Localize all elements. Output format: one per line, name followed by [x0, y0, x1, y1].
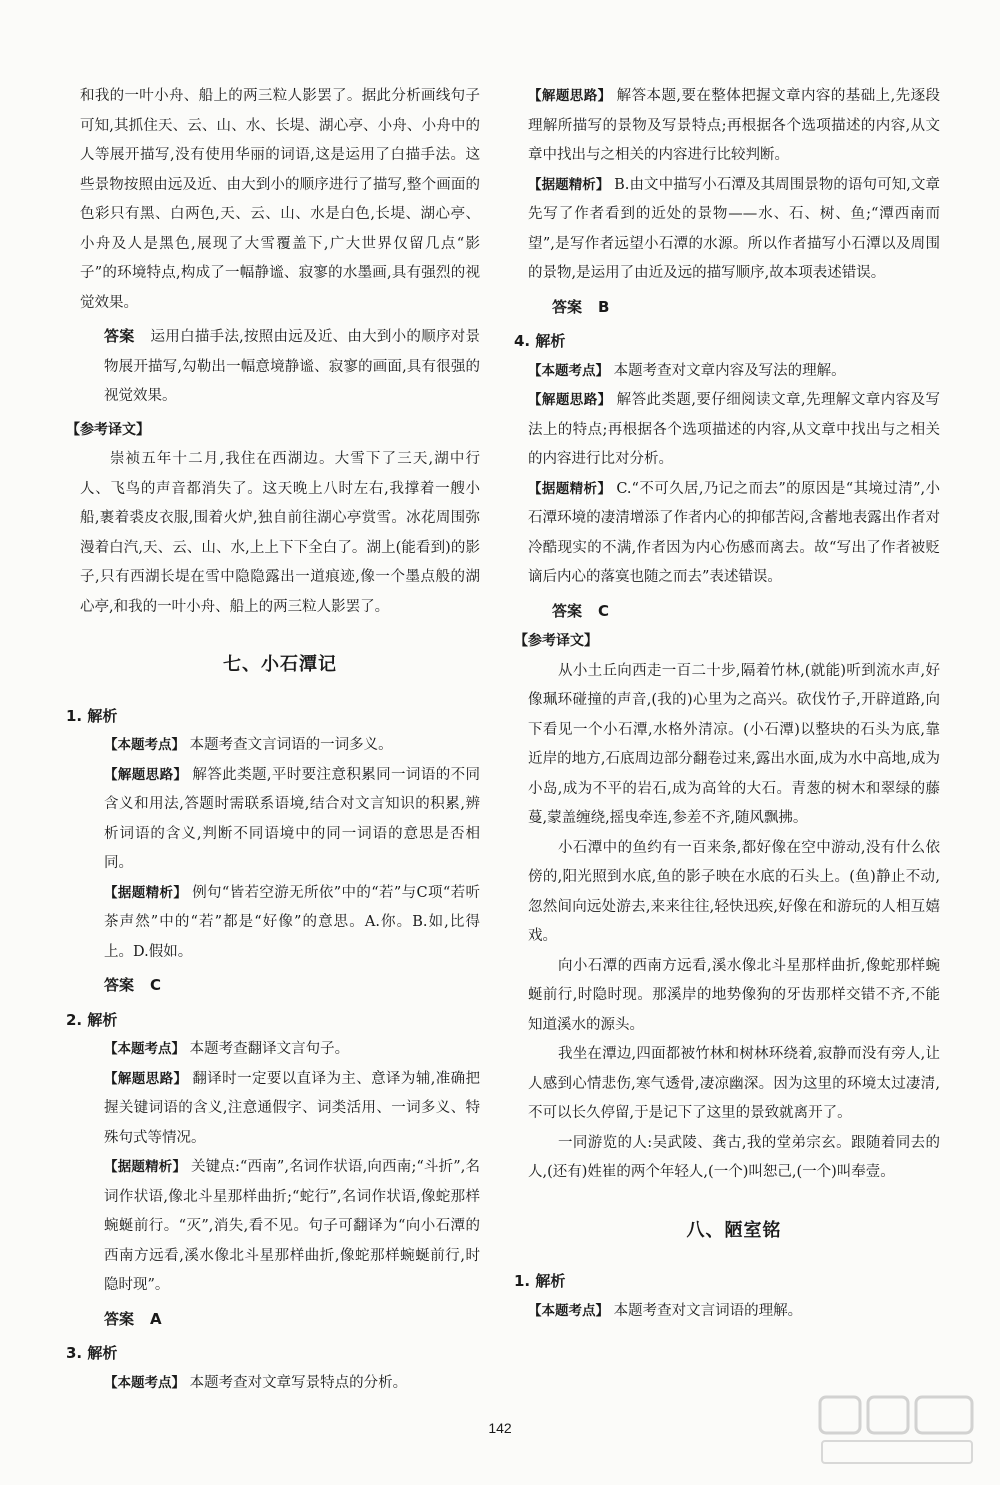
answer-block	[80, 322, 480, 412]
answer-value: C	[150, 976, 162, 994]
section-title-8: 八、陋室铭	[686, 1219, 782, 1241]
silu-text: 翻译时一定要以直译为主、意译为辅,准确把握关键词语的含义,注意通假字、词类活用、一词多义、特殊句式等情况。	[104, 1070, 481, 1146]
q3-kaodian	[80, 1369, 480, 1399]
answer-text: 运用白描手法,按照由远及近、由大到小的顺序对景物展开描写,勾勒出一幅意境静谧、寂寥的画面,具有很强的视觉效果。	[104, 329, 480, 404]
q2-silu	[80, 1065, 480, 1154]
kaodian-tag: 【本题考点】	[528, 362, 609, 379]
answer-value: C	[598, 601, 610, 620]
q1-answer	[80, 971, 480, 1002]
q3-answer	[528, 293, 940, 324]
answer-label: 答案	[552, 297, 583, 316]
jingxi-tag: 【据题精析】	[528, 480, 612, 497]
section-title-7: 七、小石潭记	[223, 654, 337, 675]
q3-silu	[528, 82, 940, 171]
q2-answer	[80, 1305, 480, 1336]
q3-head: 3. 解析	[66, 1344, 118, 1362]
kaodian-tag: 【本题考点】	[104, 1041, 185, 1057]
q2-jingxi	[80, 1153, 480, 1301]
jingxi-text: C.“不可久居,乃记之而去”的原因是“其境过清”,小石潭环境的凄清增添了作者内心的抑郁苦闷,含蓄地表露出作者对冷酷现实的不满,作者因为内心伤感而离去。故“写出了作者被贬谪后内心的落寞也随之而去”表述错误。	[528, 480, 940, 585]
q2-head: 2. 解析	[66, 1010, 118, 1029]
silu-tag: 【解题思路】	[528, 392, 612, 408]
answer-label: 答案	[552, 601, 583, 620]
ref-translation-label: 【参考译文】	[66, 421, 150, 438]
ref-paragraph-1: 从小土丘向西走一百二十步,隔着竹林,(就能)听到流水声,好像珮环碰撞的声音,(我的)心里为之高兴。砍伐竹子,开辟道路,向下看见一个小石潭,水格外清凉。(小石潭)以整块的石头为底,靠近岸的地方,石底周边部分翻卷过来,露出水面,成为水中高地,成为小岛,成为不平的岩石,成为高耸的大石。青葱的树木和翠绿的藤蔓,蒙盖缠绕,摇曳牵连,参差不齐,随风飘拂。	[528, 662, 940, 826]
kaodian-text: 本题考查对文章内容及写法的理解。	[613, 362, 846, 379]
silu-text: 解答此类题,平时要注意积累同一词语的不同含义和用法,答题时需联系语境,结合对文言知识的积累,辨析词语的含义,判断不同语境中的同一词语的意思是否相同。	[104, 766, 481, 871]
watermark-logo	[818, 1393, 978, 1469]
left-column	[66, 82, 481, 1398]
q1-jingxi	[80, 879, 480, 968]
q3-jingxi	[528, 171, 940, 289]
q1-silu	[80, 761, 480, 879]
jingxi-text: 关键点:“西南”,名词作状语,向西南;“斗折”,名词作状语,像北斗星那样曲折;“蛇行”,名词作状语,像蛇那样蜿蜒前行。“灭”,消失,看不见。句子可翻译为“向小石潭的西南方远看,溪水像北斗星那样曲折,像蛇那样蜿蜒前行,时隐时现”。	[104, 1159, 481, 1293]
q1-head-section8: 1. 解析	[514, 1272, 566, 1290]
silu-tag: 【解题思路】	[104, 766, 188, 783]
jingxi-text: B.由文中描写小石潭及其周围景物的语句可知,文章先写了作者看到的近处的景物——水、石、树、鱼;“潭西南而望”,是写作者远望小石潭的水源。所以作者描写小石潭以及周围的景物,是运用了由近及远的描写顺序,故本项表述错误。	[528, 176, 941, 281]
answer-label: 答案	[104, 327, 135, 345]
ref-paragraph-2: 小石潭中的鱼约有一百来条,都好像在空中游动,没有什么依傍的,阳光照到水底,鱼的影子映在水底的石头上。(鱼)静止不动,忽然间向远处游去,来来往往,轻快迅疾,好像在和游玩的人相互嬉戏。	[528, 839, 940, 944]
ref-paragraph-5: 一同游览的人:吴武陵、龚古,我的堂弟宗玄。跟随着同去的人,(还有)姓崔的两个年轻人,(一个)叫恕己,(一个)叫奉壹。	[528, 1134, 940, 1180]
kaodian-text: 本题考查对文章写景特点的分析。	[189, 1374, 408, 1391]
kaodian-text: 本题考查翻译文言句子。	[189, 1041, 350, 1057]
answer-value: B	[598, 297, 610, 316]
kaodian-tag: 【本题考点】	[104, 1374, 185, 1391]
silu-text: 解答此类题,要仔细阅读文章,先理解文章内容及写法上的特点;再根据各个选项描述的内容,从文章中找出与之相关的内容进行比对分析。	[528, 392, 941, 467]
answer-label: 答案	[104, 976, 135, 994]
silu-tag: 【解题思路】	[104, 1070, 188, 1087]
ref-translation: 崇祯五年十二月,我住在西湖边。大雪下了三天,湖中行人、飞鸟的声音都消失了。这天晚上八时左右,我撑着一艘小船,裹着裘皮衣服,围着火炉,独自前往湖心亭赏雪。冰花周围弥漫着白汽,天、云、山、水,上上下下全白了。湖上(能看到)的影子,只有西湖长堤在雪中隐隐露出一道痕迹,像一个墨点般的湖心亭,和我的一叶小舟、船上的两三粒人影罢了。	[80, 451, 480, 615]
kaodian-tag: 【本题考点】	[104, 737, 185, 753]
q4-answer	[528, 597, 940, 628]
kaodian-text: 本题考查文言词语的一词多义。	[189, 737, 393, 753]
kaodian-tag: 【本题考点】	[528, 1302, 609, 1319]
answer-label: 答案	[104, 1309, 135, 1328]
silu-text: 解答本题,要在整体把握文章内容的基础上,先逐段理解所描写的景物及写景特点;再根据各个选项描述的内容,从文章中找出与之相关的内容进行比较判断。	[528, 88, 941, 163]
silu-tag: 【解题思路】	[528, 88, 612, 104]
answer-value: A	[150, 1309, 162, 1328]
q1-kaodian-section8	[528, 1297, 940, 1327]
q4-kaodian	[528, 357, 940, 387]
kaodian-text: 本题考查对文言词语的理解。	[613, 1302, 803, 1319]
ref-paragraph-4: 我坐在潭边,四面都被竹林和树林环绕着,寂静而没有旁人,让人感到心情悲伤,寒气透骨,凄凉幽深。因为这里的环境太过凄清,不可以长久停留,于是记下了这里的景致就离开了。	[528, 1046, 940, 1121]
page-number: 142	[488, 1420, 512, 1436]
ref-translation-label: 【参考译文】	[514, 633, 598, 649]
q1-head: 1. 解析	[66, 706, 118, 725]
jingxi-tag: 【据题精析】	[528, 176, 610, 193]
q4-head: 4. 解析	[514, 332, 566, 350]
q1-kaodian	[80, 731, 480, 761]
q2-kaodian	[80, 1035, 480, 1065]
jingxi-text: 例句“皆若空游无所依”中的“若”与C项“若听茶声然”中的“若”都是“好像”的意思。A.你。B.如,比得上。D.假如。	[104, 884, 481, 960]
q4-silu	[528, 386, 940, 475]
jingxi-tag: 【据题精析】	[104, 884, 188, 901]
q4-jingxi	[528, 475, 940, 593]
intro-paragraph: 和我的一叶小舟、船上的两三粒人影罢了。据此分析画线句子可知,其抓住天、云、山、水、长堤、湖心亭、小舟、小舟中的人等展开描写,没有使用华丽的词语,这是运用了白描手法。这些景物按照由远及近、由大到小的顺序进行了描写,整个画面的色彩只有黑、白两色,天、云、山、水是白色,长堤、湖心亭、小舟及人是黑色,展现了大雪覆盖下,广大世界仅留几点“影子”的环境特点,构成了一幅静谧、寂寥的水墨画,具有强烈的视觉效果。	[80, 88, 480, 311]
right-column	[514, 82, 941, 1326]
jingxi-tag: 【据题精析】	[104, 1159, 187, 1175]
ref-paragraph-3: 向小石潭的西南方远看,溪水像北斗星那样曲折,像蛇那样蜿蜒前行,时隐时现。那溪岸的地势像狗的牙齿那样交错不齐,不能知道溪水的源头。	[528, 957, 940, 1033]
